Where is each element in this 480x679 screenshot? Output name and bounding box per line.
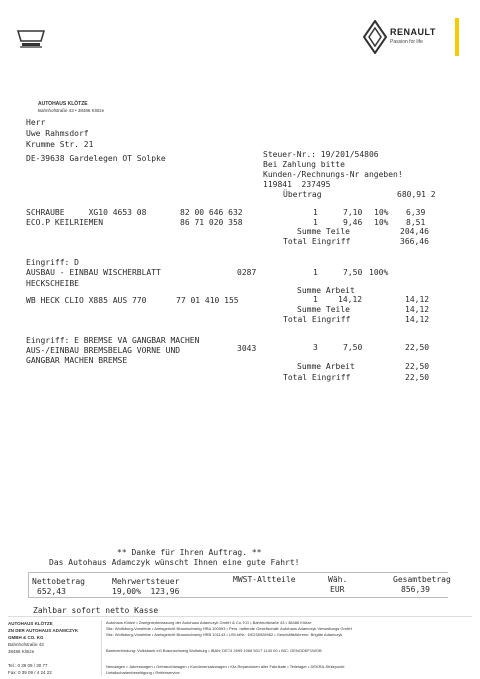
item2-part-number: 86 71 020 358 <box>180 218 243 227</box>
section2-sum-parts-label: Summe Teile <box>297 305 350 314</box>
section3-work-line2: GANGBAR MACHEN BREMSE <box>26 356 128 365</box>
footer-company-4: Bahnhofstraße 43 <box>8 642 44 647</box>
section3-sum-work-value: 22,50 <box>405 362 430 371</box>
recipient-street: Krumme Str. 21 <box>26 140 94 149</box>
section2-work-line1: AUSBAU - EINBAU WISCHERBLATT <box>26 268 161 277</box>
section2-title: Eingriff: D <box>26 258 79 267</box>
section3-work-line1: AUS-/EINBAU BREMSBELAG VORNE UND <box>26 346 181 355</box>
footer-company-3: GMBH & CO. KG <box>8 635 44 640</box>
summary-bottom-rule <box>28 597 448 598</box>
section2-part-qty: 1 <box>313 295 318 304</box>
carry-label: Übertrag <box>283 190 322 199</box>
customer-invoice-numbers: 119841 237495 <box>263 180 331 189</box>
sender-address: Bahnhofstraße 43 • 38486 Klötze <box>38 108 105 113</box>
footer-company-5: 38486 Klötze <box>8 649 35 654</box>
section2-work-line2: HECKSCHEIBE <box>26 279 79 288</box>
section2-part-number: 77 01 410 155 <box>176 296 239 305</box>
footer-services-2: Unfallschadenbeseitigung • Reifenservice <box>106 670 180 675</box>
section2-work-code: 0287 <box>237 268 257 277</box>
section1-sum-parts-label: Summe Teile <box>297 227 350 236</box>
thanks-line: ** Danke für Ihren Auftrag. ** <box>117 548 262 557</box>
section2-part-total: 14,12 <box>405 295 430 304</box>
farewell-line: Das Autohaus Adamczyk wünscht Ihnen eine gute Fahrt! <box>49 558 300 567</box>
gross-amount-label: Gesamtbetrag <box>393 575 451 584</box>
carry-value: 680,91 2 <box>397 190 436 199</box>
section3-title: Eingriff: E BREMSE VA GANGBAR MACHEN <box>26 336 200 345</box>
renault-wordmark: RENAULT <box>390 27 436 37</box>
footer-company-2: ZN DER AUTOHAUS ADAMCZYK <box>8 628 79 633</box>
item2-discount: 10% <box>374 218 389 227</box>
vat-value: 19,00% 123,96 <box>112 587 180 596</box>
section1-sum-parts-value: 204,46 <box>400 227 429 236</box>
gross-amount-value: 856,39 <box>401 585 430 594</box>
footer-services-1: Neuwagen • Jahreswagen • Gebrauchtwagen • Kundenersatzwagen • Kfz-Reparaturen aller Fabrikate • Teilelager • DEKRA-Stützpunkt <box>106 664 345 669</box>
summary-top-rule <box>28 572 448 573</box>
payment-terms: Zahlbar sofort netto Kasse <box>33 606 159 615</box>
recipient-city: DE-39638 Gardelegen OT Solpke <box>26 154 166 163</box>
section2-part-price: 14,12 <box>338 295 363 304</box>
footer-tel: Tel.: 0 39 09 / 30 77 <box>8 663 48 668</box>
item1-qty: 1 <box>313 208 318 217</box>
vat-old-parts-label: MWST-Altteile <box>233 575 296 584</box>
payment-hint-1: Bei Zahlung bitte <box>263 160 345 169</box>
section3-work-code: 3043 <box>237 344 257 353</box>
footer-legal-2: Sitz: Wolfsburg-Vorsfelde • Amtsgericht Braunschweig HRA 100593 • Pers. haftende Gesellschaft: Autohaus Adamczyk Verwaltungs GmbH <box>106 626 352 631</box>
item2-qty: 1 <box>313 218 318 227</box>
footer-legal-1: Autohaus Klötze • Zweigniederlassung der Autohaus Adamczyk GmbH & Co. KG • Bahnhofstraße 43 • 38486 Klötze <box>106 620 312 625</box>
footer-company-1: AUTOHAUS KLÖTZE <box>8 621 53 626</box>
item2-price: 9,46 <box>343 218 363 227</box>
section3-sum-work-label: Summe Arbeit <box>297 362 355 371</box>
summary-left-rule <box>28 572 29 598</box>
section2-sum-parts-value: 14,12 <box>405 305 430 314</box>
section2-total-label: Total Eingriff <box>283 315 351 324</box>
net-amount-value: 652,43 <box>37 587 66 596</box>
section2-work-discount: 100% <box>369 268 389 277</box>
item1-price: 7,10 <box>343 208 363 217</box>
section3-total-label: Total Eingriff <box>283 373 351 382</box>
footer-legal-3: Sitz: Wolfsburg-Vorsfelde • Amtsgericht Braunschweig HRB 101143 • USt-IdNr.: DE235928962 • Geschäftsführerin: Brigitte Adamczyk <box>106 632 343 637</box>
footer-rule <box>8 616 472 617</box>
item1-discount: 10% <box>374 208 389 217</box>
section3-work-total: 22,50 <box>405 343 430 352</box>
currency-value: EUR <box>330 585 345 594</box>
currency-label: Wäh. <box>328 575 348 584</box>
section2-work-price: 7,50 <box>343 268 363 277</box>
section3-work-price: 7,50 <box>343 343 363 352</box>
section3-work-qty: 3 <box>313 343 318 352</box>
item1-name: SCHRAUBE XG10 4653 08 <box>26 208 147 217</box>
section2-part-name: WB HECK CLIO X885 AUS 770 <box>26 296 147 305</box>
footer-bank: Bankverbindung: Volksbank eG Braunschweig Wolfsburg • IBAN: DE74 2699 1066 5017 1140 00 • BIC: GENODEF1WOB <box>106 648 322 653</box>
section1-total-value: 366,46 <box>400 237 429 246</box>
footer-divider <box>101 620 102 676</box>
renault-tagline: Passion for life <box>390 39 423 45</box>
vat-label: Mehrwertsteuer <box>112 577 180 586</box>
item2-total: 8,51 <box>406 218 426 227</box>
section3-total-value: 22,50 <box>405 373 430 382</box>
renault-logo <box>362 20 388 54</box>
brand-accent-bar <box>455 18 459 56</box>
recipient-name: Uwe Rahmsdorf <box>26 129 89 138</box>
payment-hint-2: Kunden-/Rechnungs-Nr angeben! <box>263 170 403 179</box>
sender-name: AUTOHAUS KLÖTZE <box>38 101 88 107</box>
section2-work-qty: 1 <box>313 268 318 277</box>
section1-total-label: Total Eingriff <box>283 237 351 246</box>
section2-sum-work-label: Summe Arbeit <box>297 286 355 295</box>
item1-part-number: 82 00 646 632 <box>180 208 243 217</box>
item1-total: 6,39 <box>406 208 426 217</box>
item2-name: ECO.P KEILRIEMEN <box>26 218 104 227</box>
tax-number: Steuer-Nr.: 19/201/54806 <box>263 150 379 159</box>
dacia-logo <box>15 27 47 53</box>
footer-fax: Fax: 0 39 09 / 4 24 22 <box>8 670 52 675</box>
recipient-salutation: Herr <box>26 118 46 127</box>
net-amount-label: Nettobetrag <box>32 577 85 586</box>
section2-total-value: 14,12 <box>405 315 430 324</box>
